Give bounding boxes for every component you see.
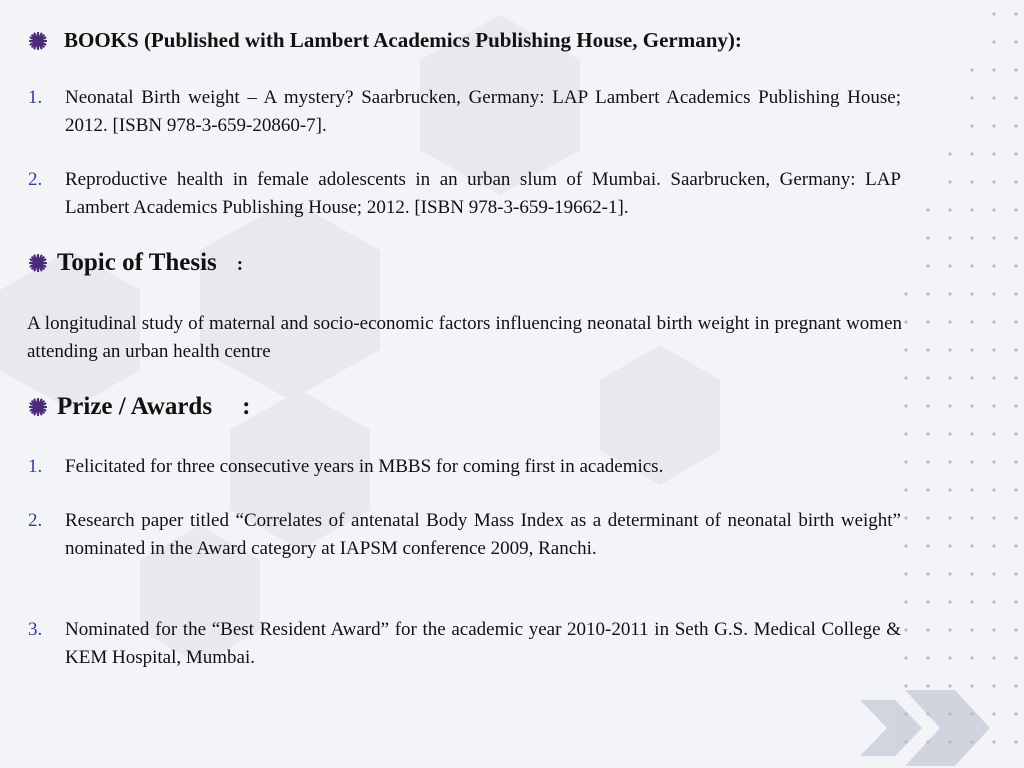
list-number: 3. [28, 619, 43, 640]
books-item-2 [28, 166, 901, 221]
list-item-text: Neonatal Birth weight – A mystery? Saarbrucken, Germany: LAP Lambert Academics Publishing House; 2012. [ISBN 978-3-659-20860-7]. [65, 87, 901, 136]
star-bullet-icon [29, 254, 47, 272]
list-item-text: Reproductive health in female adolescents in an urban slum of Mumbai. Saarbrucken, Germany: LAP Lambert Academics Publishing House; 2012. [ISBN 978-3-659-19662-1]. [65, 169, 901, 218]
awards-heading [29, 393, 250, 421]
list-number: 2. [28, 510, 43, 531]
books-heading-text: BOOKS (Published with Lambert Academics Publishing House, Germany): [64, 28, 742, 52]
books-item-1 [28, 84, 901, 139]
books-heading [29, 28, 742, 53]
star-bullet-icon [29, 32, 47, 50]
list-number: 2. [28, 169, 43, 190]
list-item-text: Felicitated for three consecutive years in MBBS for coming first in academics. [65, 456, 664, 477]
star-bullet-icon [29, 398, 47, 416]
list-item-text: Research paper titled “Correlates of antenatal Body Mass Index as a determinant of neonatal birth weight” nominated in the Award category at IAPSM conference 2009, Ranchi. [65, 510, 901, 559]
awards-item-3 [28, 616, 901, 671]
heading-colon: : [236, 254, 244, 275]
list-number: 1. [28, 87, 43, 108]
awards-item-1 [28, 453, 901, 481]
list-item-text: Nominated for the “Best Resident Award” for the academic year 2010-2011 in Seth G.S. Medical College & KEM Hospital, Mumbai. [65, 619, 901, 668]
list-number: 1. [28, 456, 43, 477]
thesis-heading-text: Topic of Thesis [57, 249, 217, 276]
awards-item-2 [28, 507, 901, 562]
thesis-text: A longitudinal study of maternal and socio-economic factors influencing neonatal birth weight in pregnant women attending an urban health centre [27, 313, 902, 362]
heading-colon: : [242, 393, 251, 420]
thesis-heading [29, 249, 243, 277]
awards-heading-text: Prize / Awards [57, 393, 213, 420]
